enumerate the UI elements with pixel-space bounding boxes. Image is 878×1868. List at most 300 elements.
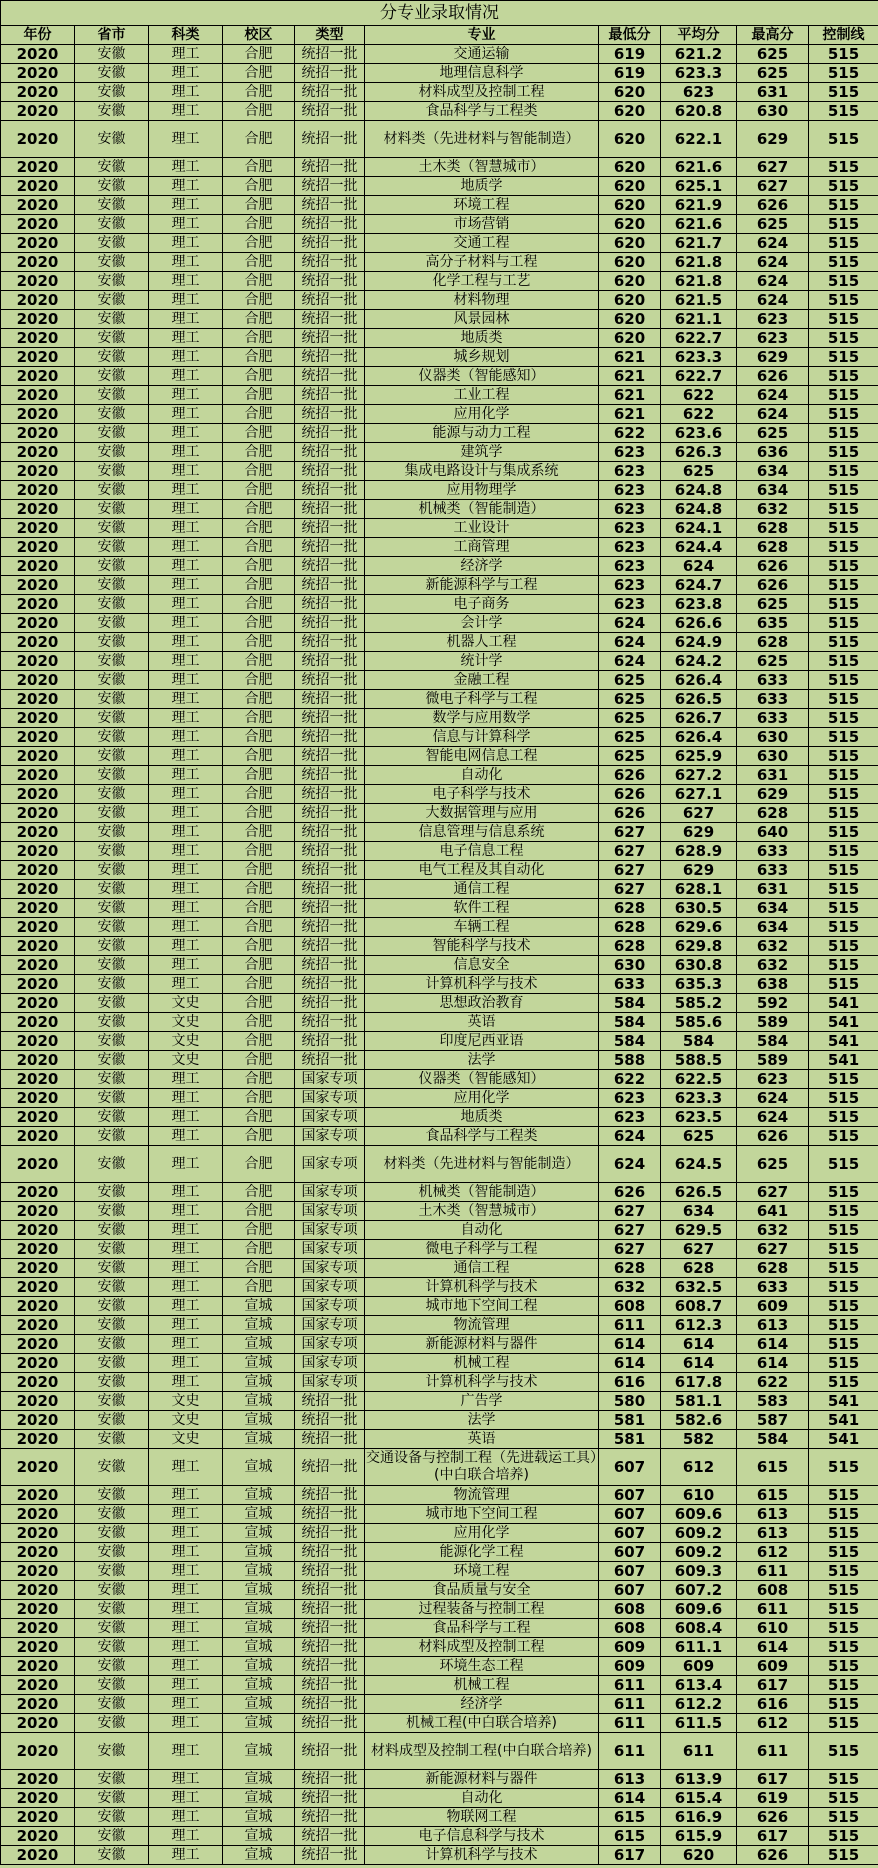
cell-major: 经济学 xyxy=(365,1695,599,1714)
table-row xyxy=(1,1714,878,1733)
table-row xyxy=(1,1789,878,1808)
cell-type: 国家专项 xyxy=(295,1089,365,1108)
cell-min-score: 614 xyxy=(599,1335,661,1354)
cell-category: 理工 xyxy=(149,177,223,196)
cell-type: 统招一批 xyxy=(295,880,365,899)
cell-major: 新能源科学与工程 xyxy=(365,576,599,595)
cell-year: 2020 xyxy=(1,1581,75,1600)
cell-min-score: 580 xyxy=(599,1392,661,1411)
cell-category: 理工 xyxy=(149,880,223,899)
cell-avg-score: 621.5 xyxy=(661,291,737,310)
cell-type: 统招一批 xyxy=(295,253,365,272)
cell-max-score: 627 xyxy=(737,1183,809,1202)
cell-major: 机械工程(中白联合培养) xyxy=(365,1714,599,1733)
cell-type: 统招一批 xyxy=(295,1051,365,1070)
cell-campus: 宣城 xyxy=(223,1354,295,1373)
cell-year: 2020 xyxy=(1,443,75,462)
cell-major: 材料成型及控制工程(中白联合培养) xyxy=(365,1733,599,1770)
cell-province: 安徽 xyxy=(75,728,149,747)
cell-control-line: 515 xyxy=(809,386,878,405)
cell-avg-score: 622.1 xyxy=(661,121,737,158)
cell-control-line: 515 xyxy=(809,1733,878,1770)
cell-province: 安徽 xyxy=(75,500,149,519)
cell-avg-score: 634 xyxy=(661,1202,737,1221)
cell-min-score: 623 xyxy=(599,481,661,500)
cell-max-score: 613 xyxy=(737,1505,809,1524)
cell-campus: 合肥 xyxy=(223,1089,295,1108)
cell-type: 统招一批 xyxy=(295,975,365,994)
cell-avg-score: 628.9 xyxy=(661,842,737,861)
cell-max-score: 609 xyxy=(737,1297,809,1316)
cell-major: 集成电路设计与集成系统 xyxy=(365,462,599,481)
cell-year: 2020 xyxy=(1,1486,75,1505)
cell-type: 统招一批 xyxy=(295,595,365,614)
cell-max-score: 622 xyxy=(737,1373,809,1392)
cell-year: 2020 xyxy=(1,1430,75,1449)
cell-control-line: 515 xyxy=(809,842,878,861)
cell-min-score: 620 xyxy=(599,329,661,348)
cell-avg-score: 610 xyxy=(661,1486,737,1505)
cell-control-line: 541 xyxy=(809,994,878,1013)
cell-control-line: 515 xyxy=(809,861,878,880)
cell-year: 2020 xyxy=(1,158,75,177)
cell-max-score: 626 xyxy=(737,557,809,576)
cell-category: 理工 xyxy=(149,1202,223,1221)
cell-avg-score: 626.7 xyxy=(661,709,737,728)
cell-max-score: 627 xyxy=(737,177,809,196)
cell-avg-score: 612.2 xyxy=(661,1695,737,1714)
cell-max-score: 625 xyxy=(737,64,809,83)
cell-min-score: 611 xyxy=(599,1695,661,1714)
cell-category: 文史 xyxy=(149,1032,223,1051)
cell-avg-score: 626.5 xyxy=(661,1183,737,1202)
cell-min-score: 624 xyxy=(599,633,661,652)
table-row xyxy=(1,1543,878,1562)
cell-avg-score: 629.5 xyxy=(661,1221,737,1240)
cell-avg-score: 616.9 xyxy=(661,1808,737,1827)
cell-campus: 合肥 xyxy=(223,519,295,538)
cell-major: 材料物理 xyxy=(365,291,599,310)
cell-campus: 合肥 xyxy=(223,937,295,956)
cell-year: 2020 xyxy=(1,937,75,956)
cell-category: 理工 xyxy=(149,1127,223,1146)
cell-type: 统招一批 xyxy=(295,937,365,956)
cell-type: 统招一批 xyxy=(295,424,365,443)
cell-year: 2020 xyxy=(1,614,75,633)
cell-campus: 合肥 xyxy=(223,102,295,121)
cell-year: 2020 xyxy=(1,880,75,899)
cell-province: 安徽 xyxy=(75,462,149,481)
cell-avg-score: 585.2 xyxy=(661,994,737,1013)
cell-type: 统招一批 xyxy=(295,1013,365,1032)
cell-campus: 合肥 xyxy=(223,1013,295,1032)
cell-avg-score: 624 xyxy=(661,557,737,576)
cell-avg-score: 609 xyxy=(661,1657,737,1676)
cell-province: 安徽 xyxy=(75,1297,149,1316)
cell-major: 地理信息科学 xyxy=(365,64,599,83)
cell-type: 统招一批 xyxy=(295,1714,365,1733)
cell-year: 2020 xyxy=(1,367,75,386)
cell-min-score: 624 xyxy=(599,652,661,671)
cell-control-line: 515 xyxy=(809,538,878,557)
cell-type: 国家专项 xyxy=(295,1221,365,1240)
table-row xyxy=(1,747,878,766)
cell-year: 2020 xyxy=(1,728,75,747)
cell-type: 统招一批 xyxy=(295,1505,365,1524)
cell-province: 安徽 xyxy=(75,595,149,614)
cell-year: 2020 xyxy=(1,234,75,253)
cell-category: 理工 xyxy=(149,367,223,386)
cell-control-line: 515 xyxy=(809,804,878,823)
cell-type: 统招一批 xyxy=(295,386,365,405)
cell-type: 国家专项 xyxy=(295,1202,365,1221)
cell-min-score: 621 xyxy=(599,348,661,367)
cell-max-score: 617 xyxy=(737,1827,809,1846)
cell-major: 电气工程及其自动化 xyxy=(365,861,599,880)
cell-min-score: 623 xyxy=(599,443,661,462)
cell-year: 2020 xyxy=(1,1619,75,1638)
cell-min-score: 621 xyxy=(599,367,661,386)
cell-year: 2020 xyxy=(1,899,75,918)
cell-type: 统招一批 xyxy=(295,1638,365,1657)
cell-type: 统招一批 xyxy=(295,804,365,823)
cell-max-score: 623 xyxy=(737,1070,809,1089)
cell-major: 建筑学 xyxy=(365,443,599,462)
cell-year: 2020 xyxy=(1,405,75,424)
cell-province: 安徽 xyxy=(75,424,149,443)
cell-province: 安徽 xyxy=(75,1808,149,1827)
cell-max-score: 611 xyxy=(737,1562,809,1581)
cell-type: 统招一批 xyxy=(295,1562,365,1581)
cell-control-line: 515 xyxy=(809,956,878,975)
cell-control-line: 515 xyxy=(809,1846,878,1865)
cell-province: 安徽 xyxy=(75,557,149,576)
cell-category: 理工 xyxy=(149,102,223,121)
cell-avg-score: 627 xyxy=(661,804,737,823)
cell-min-score: 608 xyxy=(599,1619,661,1638)
cell-category: 理工 xyxy=(149,1562,223,1581)
cell-min-score: 614 xyxy=(599,1354,661,1373)
cell-year: 2020 xyxy=(1,1051,75,1070)
cell-max-score: 624 xyxy=(737,272,809,291)
cell-year: 2020 xyxy=(1,1202,75,1221)
cell-control-line: 515 xyxy=(809,121,878,158)
cell-type: 统招一批 xyxy=(295,538,365,557)
table-row xyxy=(1,1657,878,1676)
cell-category: 理工 xyxy=(149,1827,223,1846)
cell-control-line: 515 xyxy=(809,234,878,253)
cell-max-score: 638 xyxy=(737,975,809,994)
cell-category: 理工 xyxy=(149,1089,223,1108)
cell-campus: 合肥 xyxy=(223,918,295,937)
cell-major: 食品科学与工程 xyxy=(365,1619,599,1638)
cell-avg-score: 626.3 xyxy=(661,443,737,462)
cell-type: 国家专项 xyxy=(295,1335,365,1354)
cell-category: 理工 xyxy=(149,158,223,177)
cell-major: 能源与动力工程 xyxy=(365,424,599,443)
cell-min-score: 608 xyxy=(599,1297,661,1316)
cell-year: 2020 xyxy=(1,956,75,975)
cell-province: 安徽 xyxy=(75,102,149,121)
cell-max-score: 631 xyxy=(737,83,809,102)
cell-max-score: 608 xyxy=(737,1581,809,1600)
cell-province: 安徽 xyxy=(75,880,149,899)
cell-max-score: 632 xyxy=(737,956,809,975)
cell-campus: 合肥 xyxy=(223,880,295,899)
cell-major: 通信工程 xyxy=(365,880,599,899)
cell-control-line: 515 xyxy=(809,1108,878,1127)
cell-year: 2020 xyxy=(1,1524,75,1543)
cell-province: 安徽 xyxy=(75,956,149,975)
cell-type: 国家专项 xyxy=(295,1354,365,1373)
cell-min-score: 609 xyxy=(599,1638,661,1657)
cell-year: 2020 xyxy=(1,747,75,766)
cell-min-score: 628 xyxy=(599,1259,661,1278)
cell-province: 安徽 xyxy=(75,614,149,633)
cell-avg-score: 624.8 xyxy=(661,481,737,500)
cell-category: 理工 xyxy=(149,121,223,158)
cell-min-score: 620 xyxy=(599,177,661,196)
cell-max-score: 626 xyxy=(737,367,809,386)
cell-control-line: 515 xyxy=(809,1373,878,1392)
cell-control-line: 515 xyxy=(809,1600,878,1619)
cell-major: 车辆工程 xyxy=(365,918,599,937)
cell-avg-score: 627 xyxy=(661,1240,737,1259)
cell-category: 理工 xyxy=(149,633,223,652)
cell-category: 理工 xyxy=(149,1770,223,1789)
cell-year: 2020 xyxy=(1,538,75,557)
cell-avg-score: 626.4 xyxy=(661,671,737,690)
cell-province: 安徽 xyxy=(75,842,149,861)
table-row xyxy=(1,1619,878,1638)
cell-category: 文史 xyxy=(149,1411,223,1430)
cell-min-score: 609 xyxy=(599,1657,661,1676)
cell-type: 统招一批 xyxy=(295,1770,365,1789)
cell-major: 英语 xyxy=(365,1430,599,1449)
cell-type: 统招一批 xyxy=(295,1600,365,1619)
cell-year: 2020 xyxy=(1,1676,75,1695)
cell-type: 统招一批 xyxy=(295,158,365,177)
cell-year: 2020 xyxy=(1,500,75,519)
cell-province: 安徽 xyxy=(75,1392,149,1411)
cell-avg-score: 624.1 xyxy=(661,519,737,538)
cell-avg-score: 621.6 xyxy=(661,158,737,177)
cell-year: 2020 xyxy=(1,1032,75,1051)
table-row xyxy=(1,1240,878,1259)
cell-max-score: 630 xyxy=(737,747,809,766)
cell-campus: 宣城 xyxy=(223,1373,295,1392)
cell-category: 理工 xyxy=(149,83,223,102)
cell-max-score: 632 xyxy=(737,1221,809,1240)
cell-major: 电子商务 xyxy=(365,595,599,614)
cell-min-score: 620 xyxy=(599,272,661,291)
cell-min-score: 584 xyxy=(599,994,661,1013)
cell-year: 2020 xyxy=(1,1127,75,1146)
cell-category: 理工 xyxy=(149,64,223,83)
cell-campus: 合肥 xyxy=(223,177,295,196)
cell-campus: 合肥 xyxy=(223,83,295,102)
header-max-score: 最高分 xyxy=(737,26,809,45)
cell-campus: 合肥 xyxy=(223,1183,295,1202)
cell-category: 文史 xyxy=(149,1430,223,1449)
cell-province: 安徽 xyxy=(75,45,149,64)
cell-major: 新能源材料与器件 xyxy=(365,1335,599,1354)
cell-year: 2020 xyxy=(1,671,75,690)
cell-avg-score: 624.2 xyxy=(661,652,737,671)
cell-province: 安徽 xyxy=(75,405,149,424)
table-row xyxy=(1,1278,878,1297)
cell-type: 国家专项 xyxy=(295,1146,365,1183)
cell-avg-score: 613.9 xyxy=(661,1770,737,1789)
cell-major: 法学 xyxy=(365,1051,599,1070)
cell-campus: 合肥 xyxy=(223,64,295,83)
cell-major: 广告学 xyxy=(365,1392,599,1411)
cell-control-line: 515 xyxy=(809,1316,878,1335)
cell-control-line: 515 xyxy=(809,747,878,766)
cell-avg-score: 582.6 xyxy=(661,1411,737,1430)
cell-control-line: 515 xyxy=(809,823,878,842)
cell-avg-score: 609.2 xyxy=(661,1524,737,1543)
cell-max-score: 614 xyxy=(737,1354,809,1373)
table-row xyxy=(1,405,878,424)
cell-control-line: 515 xyxy=(809,519,878,538)
cell-avg-score: 622.7 xyxy=(661,367,737,386)
cell-min-score: 623 xyxy=(599,500,661,519)
cell-category: 理工 xyxy=(149,424,223,443)
cell-min-score: 624 xyxy=(599,614,661,633)
cell-type: 统招一批 xyxy=(295,1449,365,1486)
header-province: 省市 xyxy=(75,26,149,45)
cell-min-score: 620 xyxy=(599,215,661,234)
cell-major: 仪器类（智能感知） xyxy=(365,367,599,386)
cell-province: 安徽 xyxy=(75,348,149,367)
cell-avg-score: 622 xyxy=(661,386,737,405)
table-row xyxy=(1,1449,878,1486)
cell-type: 统招一批 xyxy=(295,291,365,310)
cell-control-line: 541 xyxy=(809,1430,878,1449)
cell-avg-score: 611.5 xyxy=(661,1714,737,1733)
table-row xyxy=(1,1051,878,1070)
cell-max-score: 615 xyxy=(737,1449,809,1486)
cell-control-line: 515 xyxy=(809,500,878,519)
cell-avg-score: 622.5 xyxy=(661,1070,737,1089)
cell-control-line: 515 xyxy=(809,1505,878,1524)
cell-major: 工业设计 xyxy=(365,519,599,538)
cell-max-score: 584 xyxy=(737,1430,809,1449)
cell-control-line: 515 xyxy=(809,728,878,747)
cell-max-score: 633 xyxy=(737,671,809,690)
cell-type: 国家专项 xyxy=(295,1278,365,1297)
cell-control-line: 515 xyxy=(809,975,878,994)
cell-type: 统招一批 xyxy=(295,823,365,842)
cell-type: 统招一批 xyxy=(295,367,365,386)
table-row xyxy=(1,918,878,937)
cell-province: 安徽 xyxy=(75,177,149,196)
cell-max-score: 628 xyxy=(737,633,809,652)
cell-campus: 合肥 xyxy=(223,272,295,291)
cell-campus: 合肥 xyxy=(223,329,295,348)
cell-year: 2020 xyxy=(1,1392,75,1411)
cell-campus: 合肥 xyxy=(223,253,295,272)
cell-max-score: 630 xyxy=(737,102,809,121)
table-body xyxy=(1,45,878,1865)
cell-max-score: 624 xyxy=(737,405,809,424)
cell-province: 安徽 xyxy=(75,1013,149,1032)
cell-major: 城市地下空间工程 xyxy=(365,1297,599,1316)
cell-avg-score: 623.8 xyxy=(661,595,737,614)
cell-major: 交通工程 xyxy=(365,234,599,253)
cell-min-score: 623 xyxy=(599,1089,661,1108)
cell-avg-score: 635.3 xyxy=(661,975,737,994)
cell-campus: 合肥 xyxy=(223,614,295,633)
cell-avg-score: 622 xyxy=(661,405,737,424)
cell-max-score: 627 xyxy=(737,1240,809,1259)
cell-max-score: 611 xyxy=(737,1600,809,1619)
cell-major: 应用化学 xyxy=(365,1524,599,1543)
cell-category: 文史 xyxy=(149,1051,223,1070)
cell-max-score: 611 xyxy=(737,1733,809,1770)
cell-category: 理工 xyxy=(149,899,223,918)
cell-year: 2020 xyxy=(1,1146,75,1183)
cell-min-score: 607 xyxy=(599,1543,661,1562)
table-row xyxy=(1,519,878,538)
cell-avg-score: 623.3 xyxy=(661,64,737,83)
cell-category: 理工 xyxy=(149,1714,223,1733)
cell-category: 理工 xyxy=(149,975,223,994)
cell-control-line: 515 xyxy=(809,45,878,64)
cell-campus: 宣城 xyxy=(223,1770,295,1789)
cell-avg-score: 621.6 xyxy=(661,215,737,234)
cell-max-score: 623 xyxy=(737,329,809,348)
table-row xyxy=(1,538,878,557)
cell-type: 统招一批 xyxy=(295,348,365,367)
cell-year: 2020 xyxy=(1,253,75,272)
cell-province: 安徽 xyxy=(75,1430,149,1449)
cell-type: 统招一批 xyxy=(295,842,365,861)
table-row xyxy=(1,1505,878,1524)
cell-major: 电子信息工程 xyxy=(365,842,599,861)
cell-type: 统招一批 xyxy=(295,443,365,462)
cell-max-score: 633 xyxy=(737,690,809,709)
cell-year: 2020 xyxy=(1,102,75,121)
cell-campus: 宣城 xyxy=(223,1524,295,1543)
table-row xyxy=(1,291,878,310)
cell-major: 法学 xyxy=(365,1411,599,1430)
cell-avg-score: 614 xyxy=(661,1354,737,1373)
cell-min-score: 627 xyxy=(599,842,661,861)
cell-year: 2020 xyxy=(1,1070,75,1089)
cell-avg-score: 623.6 xyxy=(661,424,737,443)
cell-control-line: 515 xyxy=(809,766,878,785)
cell-min-score: 626 xyxy=(599,766,661,785)
table-row xyxy=(1,804,878,823)
cell-control-line: 515 xyxy=(809,614,878,633)
cell-control-line: 515 xyxy=(809,1070,878,1089)
cell-year: 2020 xyxy=(1,918,75,937)
cell-min-score: 627 xyxy=(599,1221,661,1240)
cell-min-score: 624 xyxy=(599,1127,661,1146)
cell-category: 理工 xyxy=(149,652,223,671)
cell-max-score: 636 xyxy=(737,443,809,462)
cell-max-score: 592 xyxy=(737,994,809,1013)
cell-max-score: 616 xyxy=(737,1695,809,1714)
cell-max-score: 629 xyxy=(737,348,809,367)
cell-year: 2020 xyxy=(1,45,75,64)
cell-category: 理工 xyxy=(149,842,223,861)
cell-type: 统招一批 xyxy=(295,102,365,121)
cell-control-line: 515 xyxy=(809,1695,878,1714)
cell-year: 2020 xyxy=(1,842,75,861)
